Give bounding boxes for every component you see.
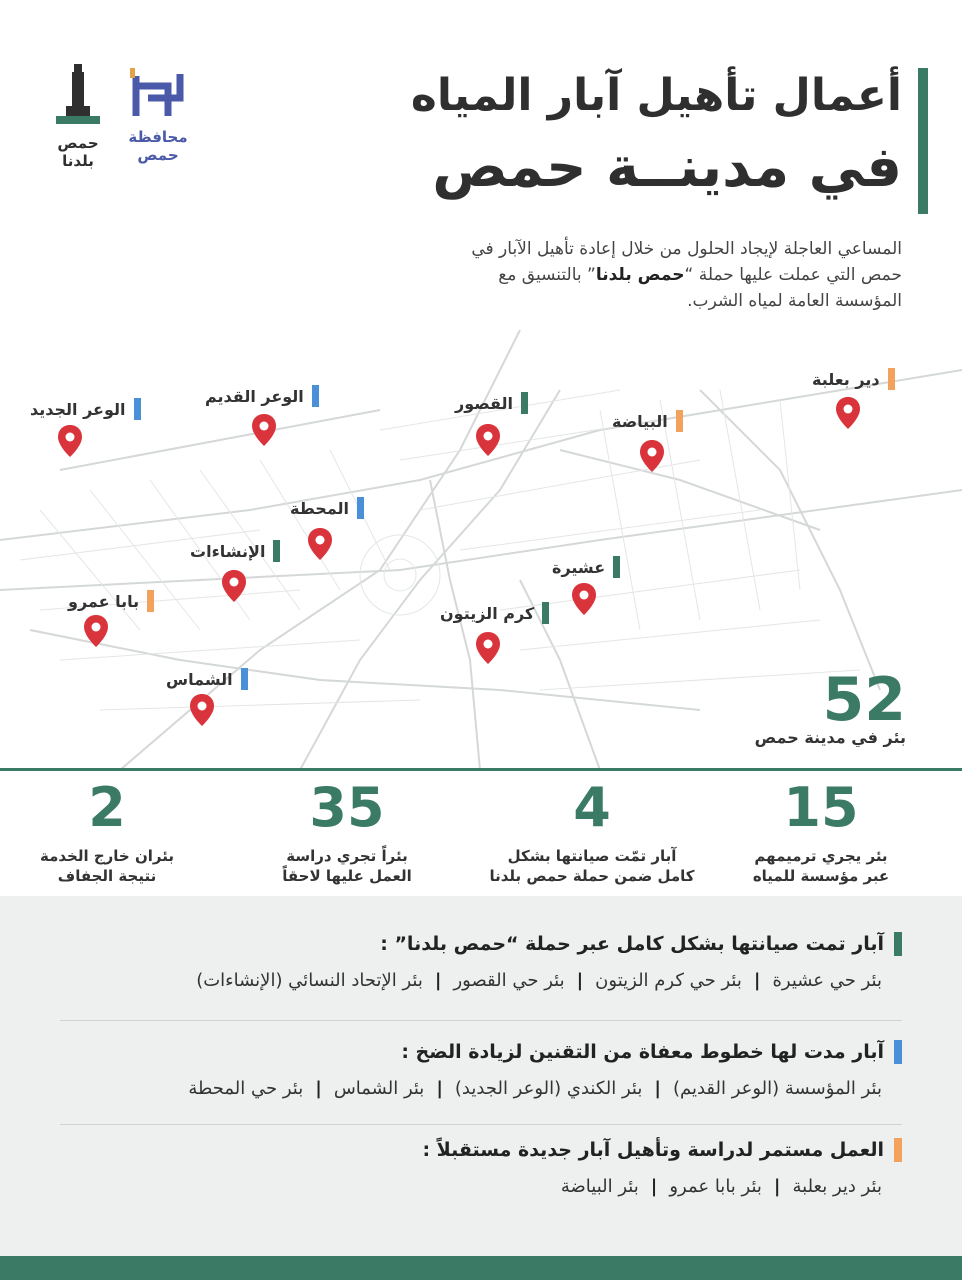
footer-bar <box>0 1256 962 1280</box>
well-item: بئر المؤسسة (الوعر القديم) <box>672 1078 882 1099</box>
location-name: عشيرة <box>552 557 606 577</box>
location-label <box>68 590 154 612</box>
green-tag <box>542 602 549 624</box>
well-item: بئر الكندي (الوعر الجديد) <box>454 1078 643 1099</box>
map-pin-icon[interactable] <box>222 570 246 602</box>
location-label <box>205 385 319 407</box>
location-label <box>552 556 620 578</box>
stat-line-2: نتيجة الجفاف <box>57 867 157 885</box>
well-item: بئر الشماس <box>333 1078 425 1099</box>
section-items <box>422 1176 882 1197</box>
location-label <box>30 398 141 420</box>
item-separator: | <box>650 1176 658 1197</box>
map-pin-icon[interactable] <box>84 615 108 647</box>
section-items <box>188 1078 882 1099</box>
blue-tag <box>241 668 248 690</box>
map-pin-icon[interactable] <box>190 694 214 726</box>
orange-tag <box>888 368 895 390</box>
stat-line-1: آبار تمّت صيانتها بشكل <box>507 847 677 865</box>
location-name: دير بعلبة <box>812 369 880 389</box>
homs-baladna-logo-icon <box>50 64 106 134</box>
stat-line-2: العمل عليها لاحقاً <box>282 867 412 885</box>
stat-maintained <box>472 778 712 886</box>
governorate-logo-text: محافظة حمص <box>128 128 188 164</box>
map-pin-icon[interactable] <box>640 440 664 472</box>
stat-value: 35 <box>309 776 385 839</box>
location-label <box>290 497 364 519</box>
stat-value: 2 <box>88 776 126 839</box>
well-item: بئر حي كرم الزيتون <box>595 970 742 991</box>
blue-tag <box>134 398 141 420</box>
orange-tag <box>894 1138 902 1162</box>
total-wells-number: 52 <box>822 665 906 735</box>
location-name: البياضة <box>612 411 668 431</box>
location-name: الوعر الجديد <box>30 399 126 419</box>
homs-baladna-logo-text: حمص بلدنا <box>57 134 99 170</box>
location-label <box>440 602 549 624</box>
well-item: بئر حي القصور <box>453 970 565 991</box>
title-line-2: في مدينــة حمص <box>432 135 902 200</box>
item-separator: | <box>654 1078 661 1099</box>
stat-line-1: بئران خارج الخدمة <box>40 847 174 865</box>
well-item: بئر الإتحاد النسائي (الإنشاءات) <box>196 970 423 991</box>
green-tag <box>894 932 902 956</box>
location-name: القصور <box>455 393 514 413</box>
location-name: الشماس <box>166 669 233 689</box>
item-separator: | <box>315 1078 322 1099</box>
map-pin-icon[interactable] <box>58 425 82 457</box>
orange-tag <box>676 410 683 432</box>
location-label <box>455 392 528 414</box>
stat-line-1: بئراً تجري دراسة <box>286 847 408 865</box>
intro-part-2: ” بالتنسيق مع المؤسسة العامة لمياه الشرب. <box>498 265 902 311</box>
section-items <box>196 970 882 991</box>
well-item: بئر بابا عمرو <box>669 1176 762 1197</box>
map-pin-icon[interactable] <box>308 528 332 560</box>
intro-paragraph <box>432 236 902 314</box>
location-label <box>166 668 248 690</box>
location-label <box>812 368 895 390</box>
stat-line-2: كامل ضمن حملة حمص بلدنا <box>489 867 695 885</box>
section-lines <box>188 1040 902 1099</box>
map-pin-icon[interactable] <box>252 414 276 446</box>
location-name: المحطة <box>290 498 350 518</box>
stat-value: 4 <box>573 776 611 839</box>
title-accent-bar <box>918 68 928 214</box>
section-heading: العمل مستمر لدراسة وتأهيل آبار جديدة مستقبلاً : <box>422 1139 884 1161</box>
blue-tag <box>312 385 319 407</box>
section-divider <box>60 1124 902 1125</box>
intro-part-1: المساعي العاجلة لإيجاد الحلول من خلال إعادة تأهيل الآبار في حمص التي عملت عليها حملة “ <box>471 239 902 285</box>
section-heading: آبار مدت لها خطوط معفاة من التقنين لزيادة الضخ : <box>401 1041 884 1063</box>
map-pin-icon[interactable] <box>572 583 596 615</box>
title-line-1: أعمال تأهيل آبار المياه <box>410 70 902 121</box>
location-name: الإنشاءات <box>190 541 266 561</box>
section-divider <box>60 1020 902 1021</box>
section-future <box>422 1138 902 1197</box>
green-tag <box>613 556 620 578</box>
map-pin-icon[interactable] <box>476 424 500 456</box>
well-item: بئر البياضة <box>560 1176 639 1197</box>
orange-tag <box>147 590 154 612</box>
stat-restoring <box>736 778 906 886</box>
blue-tag <box>894 1040 902 1064</box>
intro-campaign: حمص بلدنا <box>595 265 685 285</box>
governorate-logo-icon <box>128 68 184 126</box>
well-item: بئر حي المحطة <box>188 1078 304 1099</box>
stat-value: 15 <box>783 776 859 839</box>
section-heading: آبار تمت صيانتها بشكل كامل عبر حملة “حمص بلدنا” : <box>380 933 884 955</box>
stat-out-of-service <box>22 778 192 886</box>
stat-study <box>262 778 432 886</box>
location-name: الوعر القديم <box>205 386 304 406</box>
blue-tag <box>357 497 364 519</box>
total-wells-label: بئر في مدينة حمص <box>754 728 906 747</box>
green-tag <box>521 392 528 414</box>
location-name: بابا عمرو <box>68 591 140 611</box>
section-maintained <box>196 932 902 991</box>
logos <box>40 62 200 182</box>
item-separator: | <box>753 970 761 991</box>
stat-line-1: بئر يجري ترميمهم <box>754 847 888 865</box>
location-label <box>190 540 280 562</box>
map-pin-icon[interactable] <box>836 397 860 429</box>
well-item: بئر حي عشيرة <box>772 970 882 991</box>
stats-divider <box>0 768 962 771</box>
item-separator: | <box>436 1078 443 1099</box>
green-tag <box>273 540 280 562</box>
item-separator: | <box>576 970 584 991</box>
stat-line-2: عبر مؤسسة للمياه <box>752 867 890 885</box>
location-name: كرم الزيتون <box>440 603 535 623</box>
item-separator: | <box>773 1176 781 1197</box>
well-item: بئر دير بعلبة <box>792 1176 882 1197</box>
map-pin-icon[interactable] <box>476 632 500 664</box>
location-label <box>612 410 683 432</box>
item-separator: | <box>434 970 442 991</box>
